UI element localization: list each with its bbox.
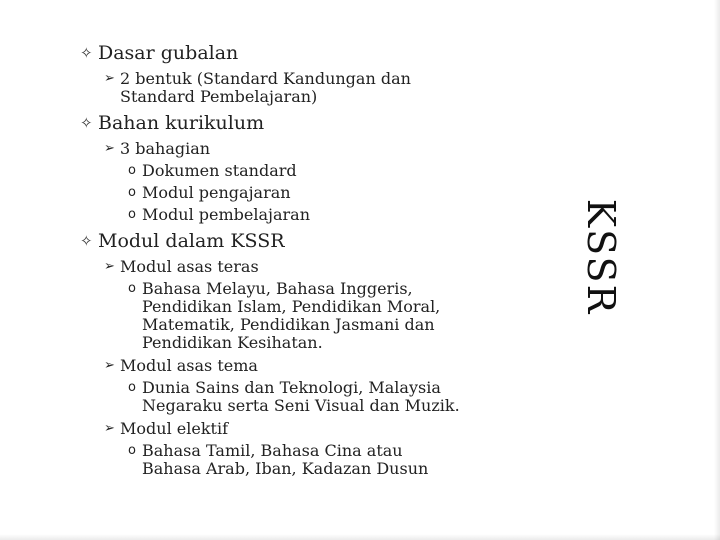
circle-bullet-icon: o — [128, 163, 136, 178]
sub-item — [128, 206, 580, 224]
slide-edge-shadow-bottom — [0, 534, 720, 540]
circle-bullet-icon: o — [128, 443, 136, 458]
circle-bullet-icon: o — [128, 207, 136, 222]
list-item — [104, 140, 580, 158]
circle-bullet-icon: o — [128, 281, 136, 296]
sub-item-text: Dokumen standard — [142, 161, 297, 180]
section-title: Bahan kurikulum — [98, 112, 265, 134]
sub-item-text: Modul pembelajaran — [142, 205, 311, 224]
circle-bullet-icon: o — [128, 380, 136, 395]
arrow-bullet-icon: ➢ — [104, 421, 115, 436]
side-title — [576, 192, 626, 322]
list-item-text: 3 bahagian — [120, 139, 211, 158]
sub-item-text: Modul pengajaran — [142, 183, 291, 202]
section-heading — [80, 230, 580, 253]
list-item — [104, 420, 580, 438]
slide-edge-shadow-right — [714, 0, 720, 540]
section-title: Modul dalam KSSR — [98, 230, 285, 252]
sub-item — [128, 184, 580, 202]
arrow-bullet-icon: ➢ — [104, 141, 115, 156]
sub-item — [128, 162, 580, 180]
list-item — [104, 258, 580, 276]
list-item — [104, 70, 580, 106]
arrow-bullet-icon: ➢ — [104, 259, 115, 274]
arrow-bullet-icon: ➢ — [104, 71, 115, 86]
sub-item — [128, 280, 580, 352]
section-heading — [80, 42, 580, 65]
sub-item-text: Dunia Sains dan Teknologi, Malaysia Negaraku serta Seni Visual dan Muzik. — [142, 378, 460, 415]
arrow-bullet-icon: ➢ — [104, 358, 115, 373]
section-heading — [80, 112, 580, 135]
star-bullet-icon: ✧ — [80, 44, 93, 62]
sub-item-text: Bahasa Melayu, Bahasa Inggeris, Pendidikan Islam, Pendidikan Moral, Matematik, Pendidikan Jasmani dan Pendidikan Kesihatan. — [142, 279, 441, 352]
list-item-text: Modul elektif — [120, 419, 228, 438]
star-bullet-icon: ✧ — [80, 114, 93, 132]
sub-item — [128, 379, 580, 415]
sub-item-text: Bahasa Tamil, Bahasa Cina atau Bahasa Arab, Iban, Kadazan Dusun — [142, 441, 429, 478]
sub-item — [128, 442, 580, 478]
list-item-text: 2 bentuk (Standard Kandungan dan Standard Pembelajaran) — [120, 69, 411, 106]
section-title: Dasar gubalan — [98, 42, 239, 64]
circle-bullet-icon: o — [128, 185, 136, 200]
slide-content — [80, 42, 580, 478]
list-item-text: Modul asas teras — [120, 257, 259, 276]
side-title-text: KSSR — [579, 198, 623, 316]
list-item-text: Modul asas tema — [120, 356, 258, 375]
star-bullet-icon: ✧ — [80, 232, 93, 250]
list-item — [104, 357, 580, 375]
